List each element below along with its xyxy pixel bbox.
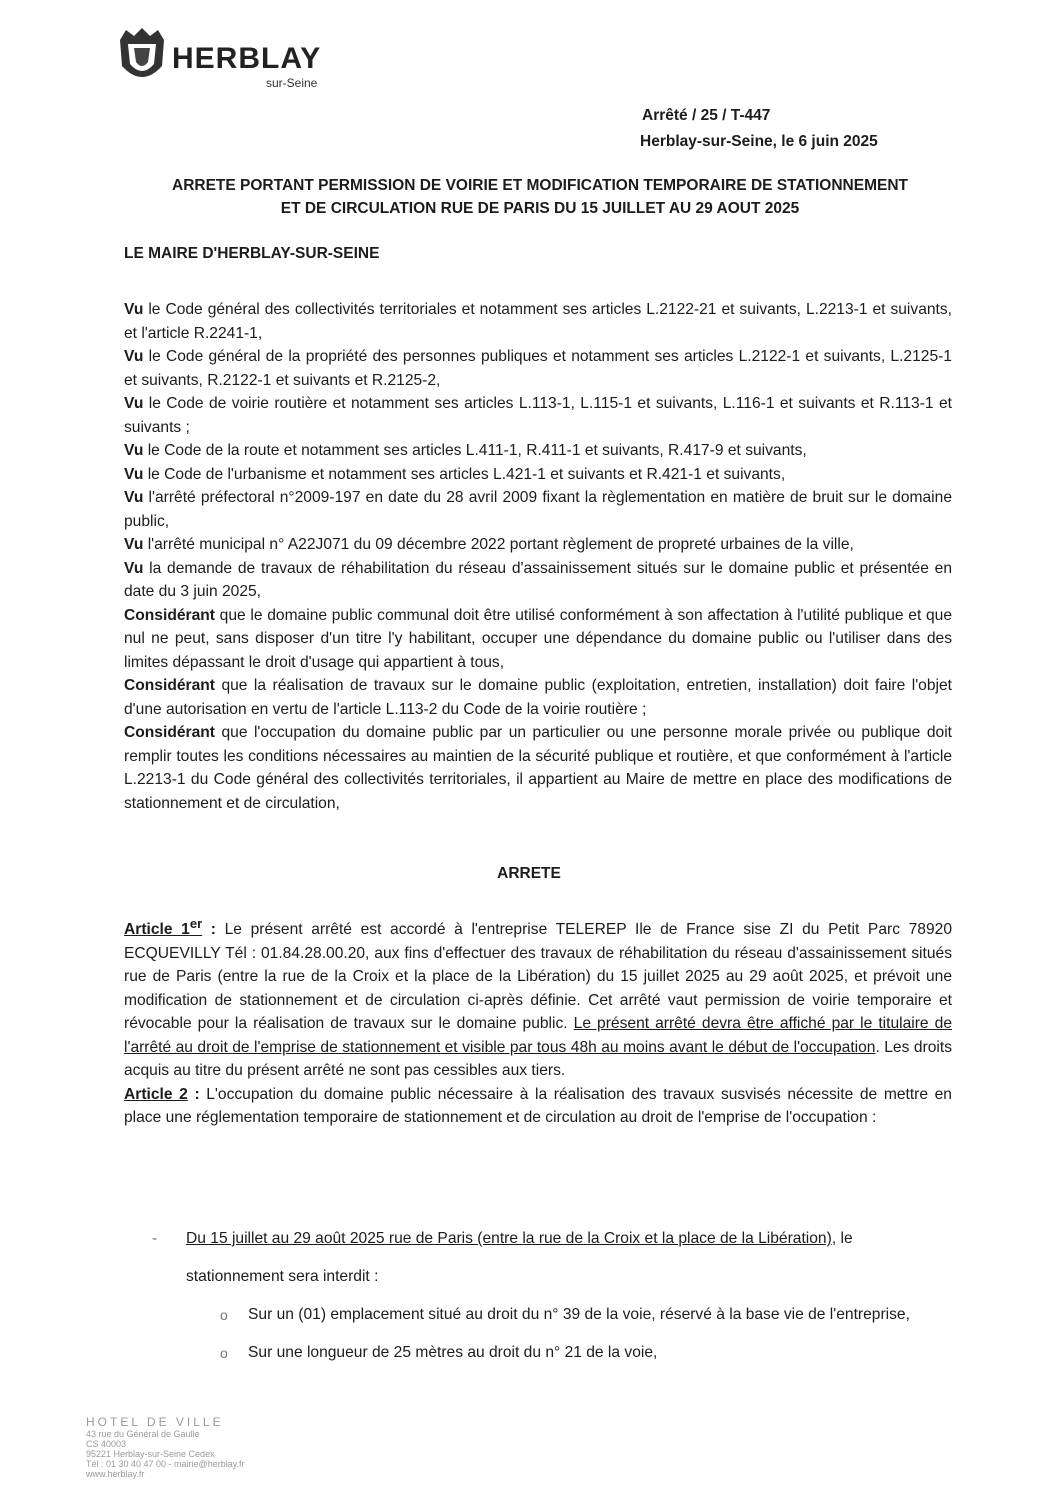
articles: [124, 912, 952, 1130]
place-date: Herblay-sur-Seine, le 6 juin 2025: [640, 133, 878, 150]
list-item: o Sur un (01) emplacement situé au droit du n° 39 de la voie, réservé à la base vie de l'entreprise,: [150, 1296, 952, 1334]
considerations-list: [124, 298, 952, 815]
consideration: Considérant que l'occupation du domaine public par un particulier ou une personne morale privée ou publique doit remplir toutes les conditions nécessaires au maintien de la sécurité publique et routière, et que conformément à l'article L.2213-1 du Code général des collectivités territoriales, il appartient au Maire de mettre en place des modifications de stationnement et de circulation,: [124, 724, 952, 812]
consideration: Considérant que le domaine public communal doit être utilisé conformément à son affectation à l'utilité publique et que nul ne peut, sans disposer d'un titre l'y habilitant, occuper une dépendance du domaine public ou l'utiliser dans des limites dépassant le droit d'usage qui appartient à tous,: [124, 606, 952, 671]
mayor-heading: LE MAIRE D'HERBLAY-SUR-SEINE: [124, 245, 380, 262]
consideration: Vu le Code de l'urbanisme et notamment ses articles L.421-1 et suivants et R.421-1 et suivants,: [124, 465, 786, 483]
logo-subtitle: sur-Seine: [266, 76, 318, 90]
arrete-heading: ARRETE: [497, 865, 561, 882]
circle-bullet-icon: o: [220, 1345, 228, 1361]
consideration: Vu la demande de travaux de réhabilitation du réseau d'assainissement situés sur le domaine public et présentée en date du 3 juin 2025,: [124, 559, 952, 600]
article-2: Article 2 : L'occupation du domaine public nécessaire à la réalisation des travaux susvisés nécessite de mettre en place une réglementation temporaire de stationnement et de circulation au droit de l'emprise de l'occupation :: [124, 1085, 952, 1127]
logo-name: HERBLAY: [172, 42, 322, 75]
consideration: Vu le Code de la route et notamment ses articles L.411-1, R.411-1 et suivants, R.417-9 et suivants,: [124, 442, 807, 459]
consideration: Considérant que la réalisation de travaux sur le domaine public (exploitation, entretien, installation) doit faire l'objet d'une autorisation en vertu de l'article L.113-2 du Code de la voirie routière ;: [124, 677, 952, 718]
title-line-2: ET DE CIRCULATION RUE DE PARIS DU 15 JUILLET AU 29 AOUT 2025: [280, 200, 800, 217]
consideration: Vu le Code général des collectivités territoriales et notamment ses articles L.2122-21 et suivants, L.2213-1 et suivants, et l'article R.2241-1,: [124, 301, 952, 342]
list-item: o Sur une longueur de 25 mètres au droit du n° 21 de la voie,: [150, 1334, 952, 1372]
title-line-1: ARRETE PORTANT PERMISSION DE VOIRIE ET MODIFICATION TEMPORAIRE DE STATIONNEMENT: [172, 177, 908, 194]
consideration: Vu le Code général de la propriété des personnes publiques et notamment ses articles L.2122-1 et suivants, L.2125-1 et suivants, R.2122-1 et suivants et R.2125-2,: [124, 348, 952, 389]
herblay-logo: [116, 26, 336, 88]
restrictions-list: [150, 1220, 952, 1372]
consideration: Vu l'arrêté préfectoral n°2009-197 en date du 28 avril 2009 fixant la règlementation en matière de bruit sur le domaine public,: [124, 489, 952, 530]
list-item: - Du 15 juillet au 29 août 2025 rue de Paris (entre la rue de la Croix et la place de la Libération), le stationnement sera interdit :: [150, 1220, 952, 1296]
decree-number: Arrêté / 25 / T-447: [642, 107, 771, 124]
dash-bullet-icon: -: [152, 1230, 158, 1247]
article-1: Article 1er : Le présent arrêté est accordé à l'entreprise TELEREP Ile de France sise ZI du Petit Parc 78920 ECQUEVILLY Tél : 01.84.28.00.20, aux fins d'effectuer des travaux de réhabilitation du réseau d'assainissement situés rue de Paris (entre la rue de la Croix et la place de la Libération) du 15 juillet 2025 au 29 août 2025, et prévoit une modification de stationnement et de circulation ci-après définie. Cet arrêté vaut permission de voirie temporaire et révocable pour la réalisation de travaux sur le domaine public. Le présent arrêté devra être affiché par le titulaire de l'arrêté au droit de l'emprise de stationnement et visible par tous 48h au moins avant le début de l'occupation. Les droits acquis au titre du présent arrêté ne sont pas cessibles aux tiers.: [124, 916, 952, 1080]
consideration: Vu le Code de voirie routière et notamment ses articles L.113-1, L.115-1 et suivants, L.116-1 et suivants et R.113-1 et suivants ;: [124, 395, 952, 436]
circle-bullet-icon: o: [220, 1307, 228, 1323]
footer-address: HOTEL DE VILLE 43 rue du Général de Gaulle CS 40003 95221 Herblay-sur-Seine Cedex Tél : 01 30 40 47 00 - mairie@herblay.fr www.herblay.fr: [86, 1415, 245, 1479]
reference-block: [640, 104, 878, 153]
document-title: [120, 174, 960, 220]
consideration: Vu l'arrêté municipal n° A22J071 du 09 décembre 2022 portant règlement de propreté urbaines de la ville,: [124, 536, 854, 553]
crest-icon: [116, 26, 168, 88]
